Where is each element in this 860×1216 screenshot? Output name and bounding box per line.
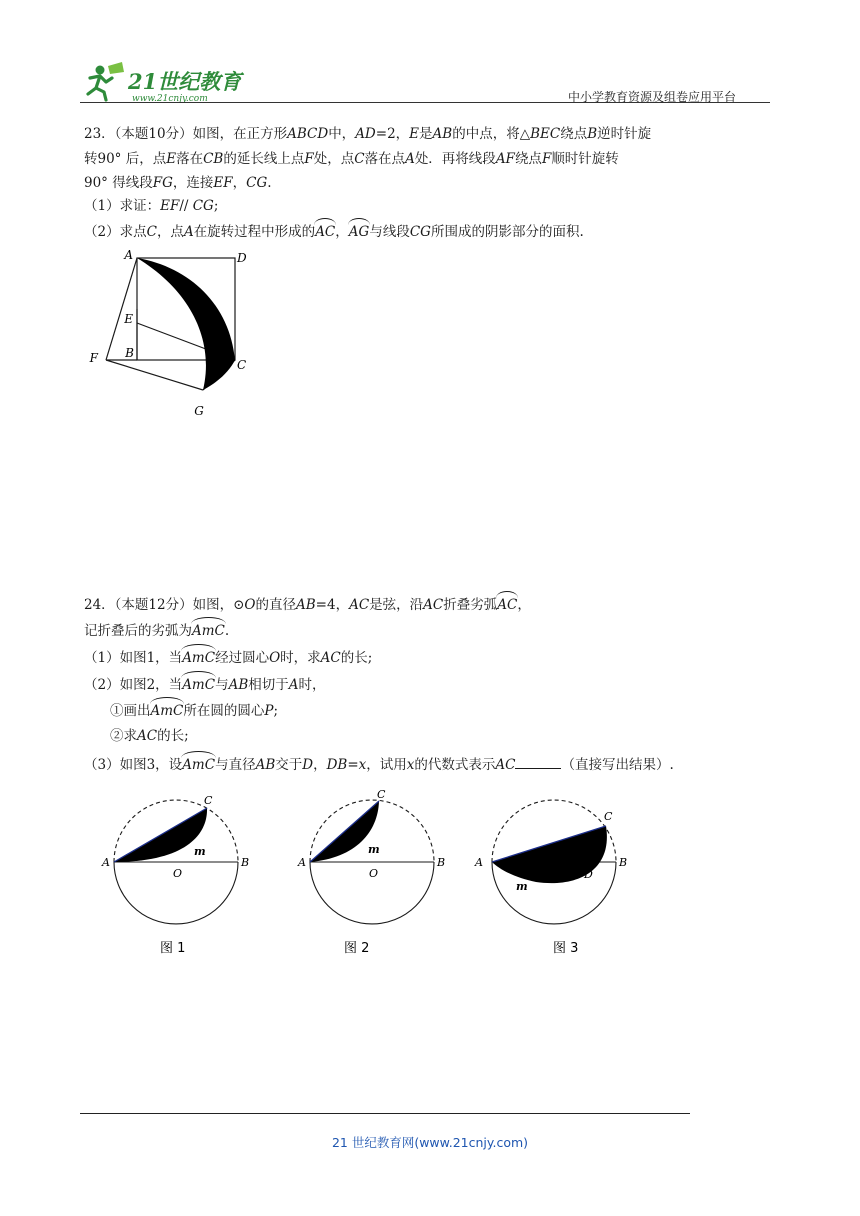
label-e: E bbox=[124, 312, 133, 326]
fig1-label-o: O bbox=[173, 867, 183, 880]
q24-part-2b: ②求AC的长; bbox=[110, 728, 189, 744]
site-logo bbox=[78, 58, 253, 104]
figure-1 bbox=[101, 794, 249, 956]
site-name: 中小学教育资源及组卷应用平台 bbox=[567, 90, 736, 104]
fig3-label-a: A bbox=[475, 856, 483, 869]
q23-line-1: 23．（本题10分）如图，在正方形ABCD中，AD=2，E是AB的中点，将△BEC绕点B逆时针旋 bbox=[84, 126, 652, 142]
q24-part-1: （1）如图1，当AmC经过圆心O时，求AC的长; bbox=[84, 650, 373, 666]
q23-line-2: 转90° 后，点E落在CB的延长线上点F处，点C落在点A处．再将线段AF绕点F顺时针旋转 bbox=[84, 151, 619, 167]
logo-url-text: www.21cnjy.com bbox=[132, 94, 208, 104]
q24-part-3: （3）如图3，设AmC与直径AB交于D，DB=x，试用x的代数式表示AC （直接写出结果）. bbox=[84, 754, 674, 775]
fig1-label-m: m bbox=[194, 845, 206, 858]
fig3-label-b: B bbox=[619, 856, 628, 869]
fig2-label-m: m bbox=[368, 843, 380, 856]
fig1-label-c: C bbox=[204, 794, 213, 807]
footer-link[interactable]: 21 世纪教育网(www.21cnjy.com) bbox=[331, 1135, 529, 1150]
footer-divider bbox=[80, 1113, 690, 1114]
q24-figures bbox=[90, 790, 650, 965]
fig3-label-c: C bbox=[604, 810, 613, 823]
q24-part-2a: ①画出AmC所在圆的圆心P; bbox=[110, 703, 279, 719]
q24-part-2: （2）如图2，当AmC与AB相切于A时， bbox=[84, 677, 326, 693]
label-d: D bbox=[237, 251, 247, 265]
fig3-caption: 图 3 bbox=[553, 941, 579, 956]
label-f: F bbox=[89, 351, 98, 365]
q23-part-2: （2）求点C，点A在旋转过程中形成的AC，AG与线段CG所围成的阴影部分的面积. bbox=[84, 224, 584, 240]
q23-line-3: 90° 得线段FG，连接EF，CG. bbox=[84, 175, 272, 191]
q23-part-1: （1）求证：EF// CG; bbox=[84, 198, 219, 214]
fig2-caption: 图 2 bbox=[344, 941, 370, 956]
shaded-region bbox=[137, 258, 235, 390]
fig3-label-d: D bbox=[584, 868, 593, 881]
fig3-label-m: m bbox=[516, 880, 528, 893]
label-a: A bbox=[124, 248, 133, 262]
fig2-label-c: C bbox=[377, 790, 386, 801]
label-b: B bbox=[125, 346, 134, 360]
answer-blank bbox=[515, 754, 561, 769]
q24-line-1: 24．（本题12分）如图，⊙O的直径AB=4，AC是弦，沿AC折叠劣弧AC， bbox=[84, 597, 531, 613]
label-c: C bbox=[237, 358, 247, 372]
header-divider bbox=[80, 102, 770, 103]
figure-3 bbox=[474, 800, 627, 956]
label-g: G bbox=[194, 404, 204, 418]
fig1-label-a: A bbox=[102, 856, 110, 869]
figure-2 bbox=[297, 790, 445, 956]
segment-af bbox=[106, 258, 137, 360]
q23-figure bbox=[80, 245, 270, 425]
segment-fg bbox=[106, 360, 203, 390]
runner-icon bbox=[88, 62, 124, 100]
fig2-label-a: A bbox=[298, 856, 306, 869]
q24-line-2: 记折叠后的劣弧为AmC. bbox=[84, 623, 230, 639]
fig2-label-o: O bbox=[369, 867, 379, 880]
logo-brand-text: 21世纪教育 bbox=[128, 69, 242, 94]
fig1-caption: 图 1 bbox=[160, 941, 186, 956]
fig2-label-b: B bbox=[437, 856, 446, 869]
fig1-label-b: B bbox=[241, 856, 250, 869]
